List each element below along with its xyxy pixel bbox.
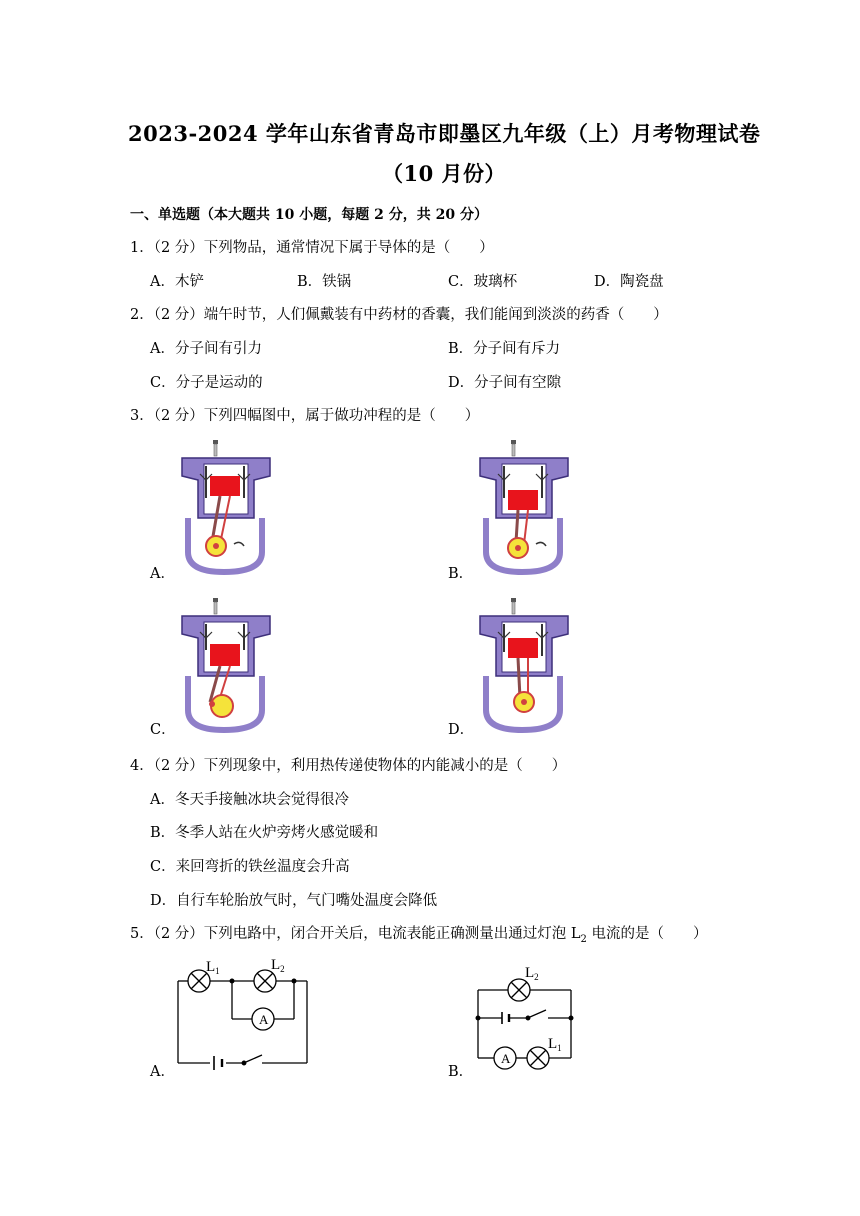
q1-option-a: A．木铲 (150, 274, 204, 290)
circuit-diagram-b (468, 960, 583, 1075)
engine-diagram-a (176, 440, 276, 575)
q2-option-a: A．分子间有引力 (150, 341, 262, 357)
question-2-stem: 2．（2 分）端午时节，人们佩戴装有中药材的香囊，我们能闻到淡淡的药香（ ） (130, 307, 668, 323)
label-l2: $L_2$ (525, 965, 539, 982)
q4-option-b: B．冬季人站在火炉旁烤火感觉暖和 (150, 825, 379, 841)
q4-option-c: C．来回弯折的铁丝温度会升高 (150, 859, 350, 875)
engine-diagram-b (474, 440, 574, 575)
question-4-stem: 4．（2 分）下列现象中，利用热传递使物体的内能减小的是（ ） (130, 758, 567, 774)
engine-drawing (480, 598, 568, 730)
q2-option-c: C．分子是运动的 (150, 375, 263, 391)
q3-option-b: B． (448, 566, 474, 582)
page-title: 2023-2024 学年山东省青岛市即墨区九年级（上）月考物理试卷 (128, 121, 761, 146)
page-subtitle: （10 月份） (382, 161, 507, 186)
circuit-diagram-a (170, 955, 320, 1070)
q4-option-a: A．冬天手接触冰块会觉得很冷 (150, 792, 349, 808)
q1-option-c: C．玻璃杯 (448, 274, 518, 290)
label-l1: $L_1$ (548, 1036, 562, 1053)
engine-drawing (182, 598, 270, 730)
q5-option-a: A． (150, 1064, 175, 1080)
section-heading: 一、单选题（本大题共 10 小题，每题 2 分，共 20 分） (130, 207, 488, 223)
ammeter-label: A (259, 1012, 269, 1027)
engine-drawing (182, 440, 270, 572)
question-5-stem: 5．（2 分）下列电路中，闭合开关后，电流表能正确测量出通过灯泡 $L_2$ 电流的是（ ） (130, 926, 708, 945)
engine-drawing (480, 440, 568, 572)
label-l2: $L_2$ (271, 957, 285, 974)
q5-option-b: B． (448, 1064, 474, 1080)
q3-option-d: D． (448, 722, 475, 738)
engine-diagram-c (176, 598, 276, 733)
q3-option-c: C． (150, 722, 176, 738)
question-1-stem: 1．（2 分）下列物品，通常情况下属于导体的是（ ） (130, 240, 494, 256)
q1-option-b: B．铁锅 (297, 274, 352, 290)
label-l1: $L_1$ (206, 959, 220, 976)
ammeter-label: A (501, 1051, 511, 1066)
q2-option-b: B．分子间有斥力 (448, 341, 561, 357)
q4-option-d: D．自行车轮胎放气时，气门嘴处温度会降低 (150, 893, 438, 909)
q1-option-d: D．陶瓷盘 (594, 274, 664, 290)
question-3-stem: 3．（2 分）下列四幅图中，属于做功冲程的是（ ） (130, 408, 480, 424)
engine-diagram-d (474, 598, 574, 733)
q3-option-a: A． (150, 566, 175, 582)
q2-option-d: D．分子间有空隙 (448, 375, 562, 391)
